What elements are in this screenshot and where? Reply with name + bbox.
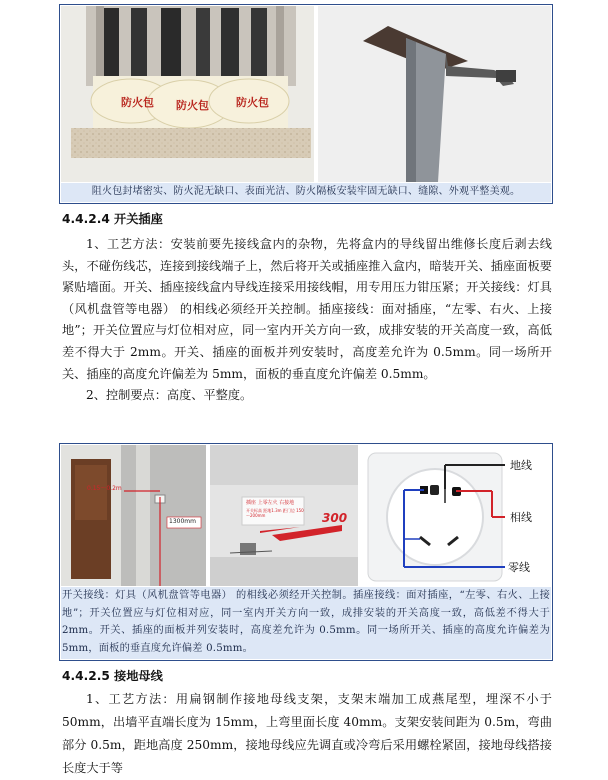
section-heading-4424: 4.4.2.4 开关插座 bbox=[62, 212, 163, 226]
fire-block-illustration bbox=[61, 6, 314, 182]
figure-1-caption-text: 阻火包封堵密实、防火泥无缺口、表面光洁、防火隔板安装牢固无缺口、缝隙、外观平整美观。 bbox=[91, 186, 521, 197]
neutral-wire-label: 零线 bbox=[508, 561, 530, 574]
fire-block-photo bbox=[61, 6, 314, 182]
dimension-label-height: 1300mm bbox=[169, 518, 196, 525]
ground-wire-label: 地线 bbox=[510, 459, 532, 472]
section-4424-paragraph-1: 1、工艺方法：安装前要先接线盒内的杂物，先将盒内的导线留出维修长度后剥去线头，不碰伤线芯，连接到接线端子上，然后将开关或插座推入盒内，暗装开关、插座面板要紧贴墙面。开关、插座接线盒内导线连接采用接线帽，用专用压力钳压紧；开关接线：灯具（风机盘管等电器） 的相线必须经开关控制。插座接线：面对插座，“左零、右火、上接地”；开关位置应与灯位相对应，同一室内开关方向一致，成排安装的开关高度一致，高低差不得大于 2mm。开关、插座的面板并列安装时，高度差允许为 0.5mm。同一场所开关、插座的高度允许偏差为 5mm，面板的垂直度允许偏差 0.5mm。 bbox=[62, 237, 552, 381]
section-4425-body bbox=[62, 688, 552, 780]
live-wire-label: 相线 bbox=[510, 511, 532, 524]
bag-label-2: 防火包 bbox=[176, 99, 209, 112]
installation-sign-photo bbox=[210, 445, 358, 586]
sign-text: 插座 上零左火 右接地 bbox=[246, 500, 295, 506]
figure-1-caption bbox=[61, 183, 551, 202]
section-heading-4425: 4.4.2.5 接地母线 bbox=[62, 669, 163, 683]
switch-height-illustration bbox=[61, 445, 206, 586]
section-4424-body bbox=[62, 234, 552, 407]
bag-label-3: 防火包 bbox=[236, 96, 269, 109]
switch-height-photo bbox=[61, 445, 206, 586]
sign-text-line2: 开关标高 距地1.3m 距门边 150～200mm bbox=[246, 508, 304, 518]
section-4424-paragraph-2: 2、控制要点：高度、平整度。 bbox=[86, 388, 253, 403]
fire-board-photo bbox=[318, 6, 551, 182]
socket-wiring-diagram bbox=[362, 445, 551, 586]
figure-2-caption bbox=[61, 587, 551, 659]
bag-label-1: 防火包 bbox=[121, 96, 154, 109]
ground-pin bbox=[430, 485, 439, 495]
figure-2-caption-text: 开关接线：灯具（风机盘管等电器） 的相线必须经开关控制。插座接线：面对插座，“左零、右火、上接地”；开关位置应与灯位相对应，同一室内开关方向一致，成排安装的开关高度一致，高低差不得大于 2mm。开关、插座的面板并列安装时，高度差允许为 0.5mm。同一场所开关、插座的高度允许偏差为 5mm，面板的垂直度允许偏差 0.5mm。 bbox=[62, 590, 550, 654]
section-4425-paragraph-1: 1、工艺方法：用扁钢制作接地母线支架，支架末端加工成燕尾型，埋深不小于 50mm，出墙平直端长度为 15mm，上弯里面长度 40mm。支架安装间距为 0.5m，弯曲部分 0.5m，距地高度 250mm，接地母线应先调直或冷弯后采用螺栓紧固，接地母线搭接长度大于等 bbox=[62, 692, 552, 775]
fire-board-illustration bbox=[318, 6, 551, 182]
dimension-label-door-offset: 0.15～0.2m bbox=[87, 485, 122, 492]
height-mark-300: 300 bbox=[322, 511, 348, 525]
